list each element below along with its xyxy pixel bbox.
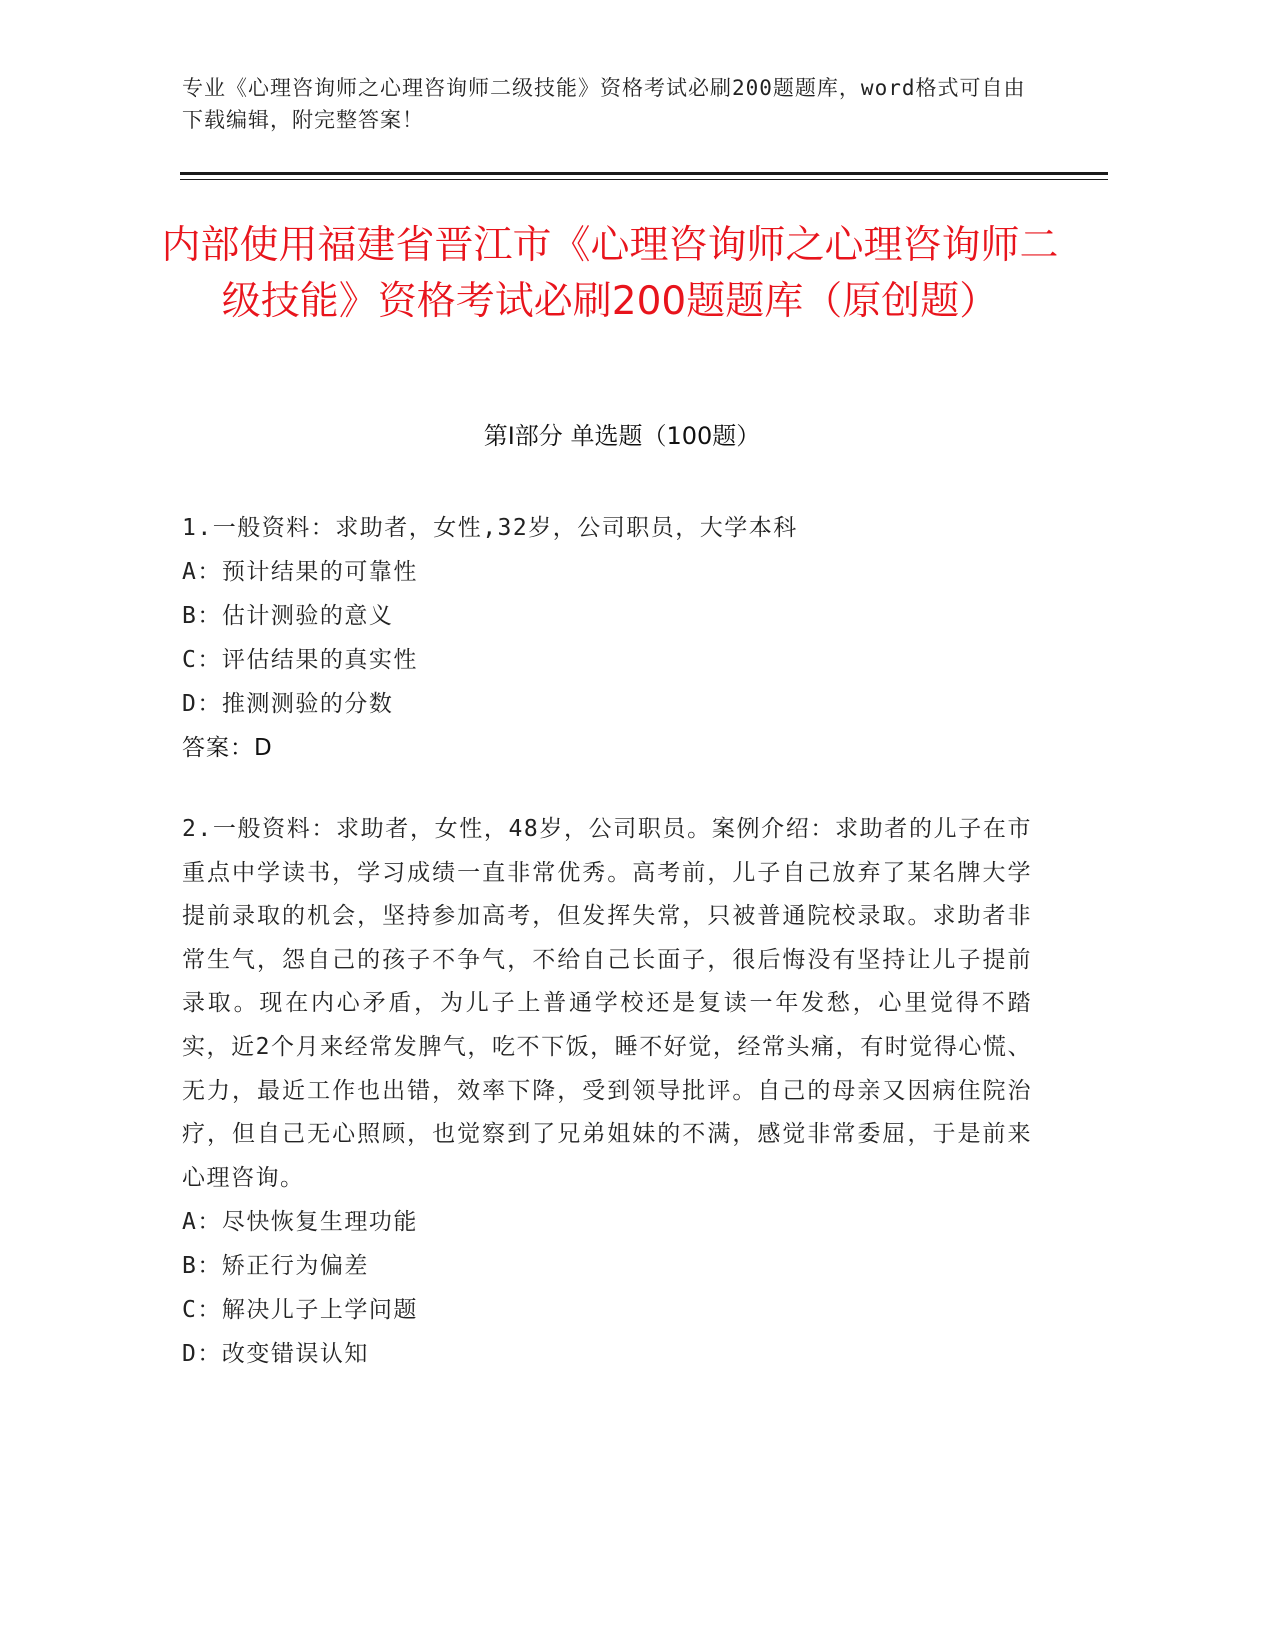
option-d: D：推测测验的分数: [182, 691, 394, 717]
document-title: 内部使用福建省晋江市《心理咨询师之心理咨询师二级技能》资格考试必刷200题题库（原创题）: [161, 223, 1059, 324]
answer-label: 答案：D: [182, 735, 273, 761]
header-note: 专业《心理咨询师之心理咨询师二级技能》资格考试必刷200题题库，word格式可自由下载编辑，附完整答案！: [182, 76, 1026, 132]
header-rule-thick: [180, 172, 1108, 175]
option-a: A：预计结果的可靠性: [182, 559, 418, 585]
option-c: C：解决儿子上学问题: [182, 1297, 418, 1324]
option-c: C：评估结果的真实性: [182, 647, 418, 673]
option-a: A：尽快恢复生理功能: [182, 1209, 418, 1236]
question-2: [182, 808, 1032, 1376]
question-1: [182, 506, 1042, 770]
section-title: 第I部分 单选题（100题）: [483, 422, 761, 450]
option-b: B：矫正行为偏差: [182, 1253, 369, 1280]
question-stem: 1.一般资料：求助者，女性,32岁，公司职员，大学本科: [182, 515, 798, 541]
header-rule-thin: [180, 179, 1108, 180]
option-d: D：改变错误认知: [182, 1341, 369, 1368]
question-stem: 2.一般资料：求助者，女性，48岁，公司职员。案例介绍：求助者的儿子在市重点中学读书，学习成绩一直非常优秀。高考前，儿子自己放弃了某名牌大学提前录取的机会，坚持参加高考，但发挥失常，只被普通院校录取。求助者非常生气，怨自己的孩子不争气，不给自己长面子，很后悔没有坚持让儿子提前录取。现在内心矛盾，为儿子上普通学校还是复读一年发愁，心里觉得不踏实，近2个月来经常发脾气，吃不下饭，睡不好觉，经常头痛，有时觉得心慌、无力，最近工作也出错，效率下降，受到领导批评。自己的母亲又因病住院治疗，但自己无心照顾，也觉察到了兄弟姐妹的不满，感觉非常委屈，于是前来心理咨询。: [182, 816, 1032, 1191]
option-b: B：估计测验的意义: [182, 603, 394, 629]
